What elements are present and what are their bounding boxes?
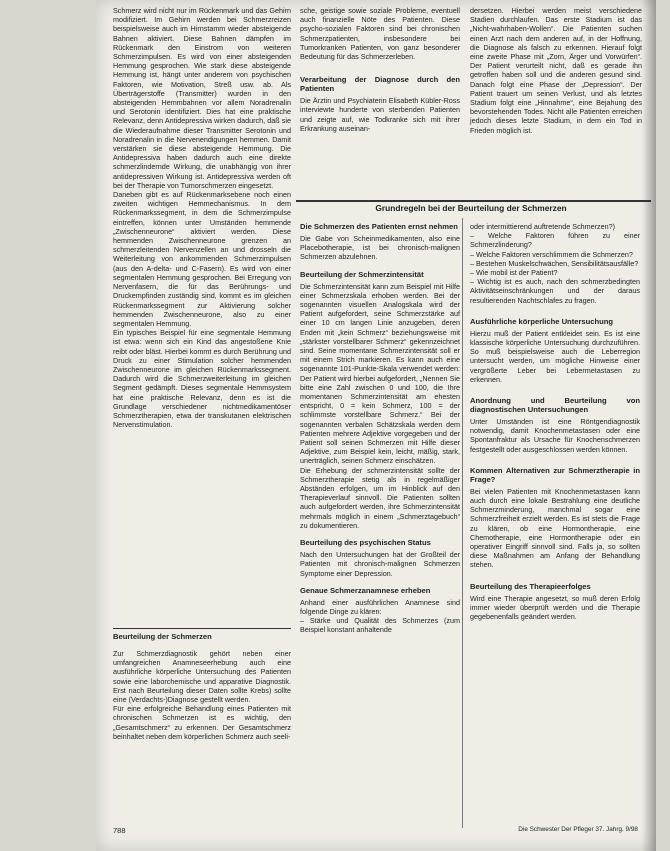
column-1 [113, 6, 291, 429]
box-column-divider [462, 218, 463, 828]
document-page [96, 0, 656, 851]
column-3 [470, 6, 642, 135]
section-divider [113, 628, 291, 629]
box-paragraph-placebo: Die Gabe von Scheinmedikamenten, also eine Placebotherapie, ist bei chronisch-malignen Schmerzen abzulehnen. [300, 234, 460, 262]
col1-lower-paragraph-2: Für eine erfolgreiche Behandlung eines Patienten mit chronischen Schmerzen ist es wichtig, den „Gesamtschmerz“ zu erkennen. Der Gesamtschmerz beinhaltet neben dem körperlichen Schmerz auch seeli- [113, 704, 291, 741]
box-paragraph-anamnese: Anhand einer ausführlichen Anamnese sind folgende Dinge zu klären: [300, 597, 460, 616]
heading-therapieerfolg: Beurteilung des Therapieerfolges [470, 581, 591, 591]
page-fold-shadow [642, 0, 656, 851]
heading-psychischer-status: Beurteilung des psychischen Status [300, 538, 431, 548]
box-title: Grundregeln bei der Beurteilung der Schmerzen [375, 203, 567, 213]
heading-schmerzintensitaet: Beurteilung der Schmerzintensität [300, 269, 424, 279]
list-item: – Wie mobil ist der Patient? [470, 268, 558, 278]
box-paragraph-diagnostik: Unter Umständen ist eine Röntgendiagnostik notwendig, damit Knochenmetastasen oder eine Spontanfraktur als Ursache für Knochenschmerzen festgestellt oder ausgeschlossen werden können. [470, 417, 640, 454]
box-paragraph-depression: Nach den Untersuchungen hat der Großteil der Patienten mit chronisch-malignen Schmerzen Symptome einer Depression. [300, 550, 460, 578]
journal-footer: Die Schwester Der Pfleger 37. Jahrg. 9/98 [518, 826, 638, 833]
heading-ernst-nehmen: Die Schmerzen des Patienten ernst nehmen [300, 222, 458, 231]
col1-lower-paragraph-1: Zur Schmerzdiagnostik gehört neben einer umfangreichen Anamneseerhebung auch eine ausführliche körperliche Untersuchung des Patienten sowie eine laborchemische und apparative Diagnostik. Erst nach Beurteilung dieser Daten sollte Krebs) sollte eine (Verdachts-)Diagnose gestellt werden. [113, 649, 291, 705]
col3-paragraph-1: dersetzen. Hierbei werden meist verschiedene Stadien durchlaufen. Das erste Stadium ist das „Nicht-wahrhaben-Wollen“. Die Patienten suchen einen Arzt nach dem anderen auf, in der Hoffnung, die Diagnose als falsch zu erkennen. Hierauf folgt eine zweite Phase mit „Zorn, Ärger und Vorwürfen“. Der Patient verurteilt nicht, daß es gerade ihn getroffen haben soll und die anderen gesund sind. Danach folgt eine Phase der „Depression“. Der Patient trauert um seinen Verlust, und als letztes Stadium folgt eine „Hinnahme“, eine Bejahung des bevorstehenden Todes. Nicht alle Patienten erreichen jedoch dieses letzte Stadium, in dem ein Tod in Frieden möglich ist. [470, 6, 642, 135]
heading-alternativen: Kommen Alternativen zur Schmerztherapie in Frage? [470, 465, 640, 484]
list-item: – Bestehen Muskelschwächen, Sensibilitätsausfälle? [470, 258, 639, 268]
list-item: oder intermittierend auftretende Schmerzen?) [470, 222, 616, 231]
column-1-lower [113, 632, 291, 741]
list-item: – Welche Faktoren verschlimmern die Schmerzen? [470, 249, 633, 259]
box-paragraph-alternativen: Bei vielen Patienten mit Knochenmetastasen kann auch durch eine lokale Bestrahlung eine deutliche Schmerzminderung, manchmal sogar eine Schmerzfreiheit erzielt werden. Es ist stets die Frage zu klären, ob eine Hormontherapie, eine Chemotherapie, eine Hormontherapie oder ein operativer Eingriff sinnvoll sind. Falls ja, so sollten diese Maßnahmen am Anfang der Behandlung stehen. [470, 486, 640, 570]
box-column-left [300, 218, 460, 635]
box-paragraph-erhebung: Die Erhebung der schmerzintensität sollte der Schmerztherapie stetig als in regelmäßiger Abständen erfolgen, um im Hinblick auf den Therapieverlauf sinnvoll. Die Patienten sollten auch aufgefordert werden, ihre Schmerzintensität mehrmals möglich in einem „Schmerztagebuch“ zu dokumentieren. [300, 465, 460, 530]
col1-paragraph-3: Ein typisches Beispiel für eine segmentale Hemmung ist etwa: wenn sich ein Kind das angestoßene Knie reibt oder bläst. Hierbei kommt es durch Berührung und Druck zu einer Stimulation solcher hemmenden Zwischenneurone im gleichen Rückenmarkssegment. Dadurch wird die Schmerzweiterleitung im gleichen Segment gedämpft. Dieses segmentale Hemmsystem hat eine praktische Relevanz, denn es ist die Grundlage verschiedener nichtmedikamentöser Schmerztherapien, etwa der transkutanen elektrischen Nervenstimulation. [113, 328, 291, 430]
heading-beurteilung: Beurteilung der Schmerzen [113, 632, 212, 641]
col1-paragraph-2: Daneben gibt es auf Rückenmarksebene noch einen zweiten wichtigen Hemmechanismus. In dem Rückenmarkssegment, in dem die Schmerzimpulse eintreffen, können unter Umständen hemmende „Zwischenneurone“ aktiviert werden. Diese hemmenden Zwischenneurone grenzen an schmerzleitenden Nervenzellen an und drosseln die Weiterleitung von ankommenden Schmerzimpulsen (aus den A-delta- und C-Fasern). Es wird von einer segmentalen Hemmung gesprochen. Bei Erregung von Nervenfasern, die für das Berührungs- und Druckempfinden zuständig sind, kommt es im gleichen Rückenmarkssegment zur Aktivierung solcher hemmenden Zwischenneurone, also zu einer segmentalen Hemmung. [113, 190, 291, 328]
heading-verarbeitung: Verarbeitung der Diagnose durch den Patienten [300, 75, 460, 94]
heading-diagnostik: Anordnung und Beurteilung von diagnostischen Untersuchungen [470, 396, 640, 415]
heading-anamnese: Genaue Schmerzanamnese erheben [300, 585, 431, 595]
col2-paragraph-1: sche, geistige sowie soziale Probleme, eventuell auch finanzielle Nöte des Patienten. Diese psycho-sozialen Faktoren sind bei chronischen Schmerzpatienten, insbesondere bei Tumorkranken Patienten, von ganz besonderer Bedeutung für das Schmerzerleben. [300, 6, 460, 62]
box-paragraph-untersuchung: Hierzu muß der Patient entkleidet sein. Es ist eine klassische körperliche Untersuchung durchzuführen. So muß beispielsweise auch die Leberregion untersucht werden, um mögliche Hinweise einer vergrößerte Leber bei Lebermetastasen zu erkennen. [470, 328, 640, 384]
column-2 [300, 6, 460, 133]
list-item: – Welche Faktoren führen zu einer Schmerzlinderung? [470, 231, 640, 250]
anamnese-list-continued [470, 222, 640, 305]
box-paragraph-skala: Die Schmerzintensität kann zum Beispiel mit Hilfe einer Schmerzskala erhoben werden. Bei der sogenannten visuellen Analogskala wird der Patient aufgefordert, seine Schmerzstärke auf einer 10 cm langen Linie anzugeben, deren Enden mit „kein Schmerz“ beziehungsweise mit „stärkster vorstellbarer Schmerz“ gekennzeichnet sind. Seine momentane Schmerzintensität soll er mit einem Strich markieren. Es kann auch eine sogenannte 101-Punkte-Skala verwendet werden: Der Patient wird hierbei aufgefordert, „Nennen Sie bitte eine Zahl zwischen 0 und 100, die Ihre momentanen Schmerzintensität am ehesten entspricht, 0 = kein Schmerz, 100 = der schlimmste vorstellbare Schmerz.“ Bei der sogenannten verbalen Schätzskala werden dem Patienten mehrere Adjektive vorgegeben und der Patient soll seinen Schmerzen mit Hilfe dieser Adjektive, zum Beispiel kein, leicht, mäßig, stark, unerträglich, seinen Schmerz einschätzen. [300, 281, 460, 466]
list-item: – Stärke und Qualität des Schmerzes (zum Beispiel konstant anhaltende [300, 616, 460, 635]
heading-koerperliche-untersuchung: Ausführliche körperliche Untersuchung [470, 316, 614, 326]
page-number: 788 [113, 826, 126, 835]
anamnese-list [300, 616, 460, 634]
col1-paragraph-1: Schmerz wird nicht nur im Rückenmark und das Gehirn modifiziert. Im Gehirn werden bei Schmerzreizen beispielsweise auch im Hirnstamm wieder absteigende Bahnen aktiviert. Diese Bahnen dämpfen im Rückenmark den Einstrom von weiteren Schmerzimpulsen. Es wird von einer absteigenden Hemmung gesprochen. Wie stark diese absteigende Hemmung ist, hängt unter anderem von psychischen Faktoren, wie Motivation, Streß usw. ab. Als Überträgerstoffe (Transmitter) wurden in den absteigenden Hemmbahnen vor allem Noradrenalin und Serotonin identifiziert. Dies hat eine praktische Relevanz, denn Antidepressiva wirken dadurch, daß sie die Wiederaufnahme dieser Transmitter Serotonin und Noradrenalin in die Nervenendigungen hemmen. Damit verstärken sie diese absteigende Hemmung. Die Antidepressiva haben dadurch auch eine direkte schmerzlindernde Wirkung, die unabhängig von ihrer antidepressiven Wirkung ist. Antidepressiva werden oft bei der Therapie von Tumorschmerzen eingesetzt. [113, 6, 291, 190]
box-column-right [470, 218, 640, 621]
box-paragraph-therapieerfolg: Wird eine Therapie angesetzt, so muß deren Erfolg immer wieder überprüft werden und die Therapie gegebenenfalls geändert werden. [470, 593, 640, 622]
col2-paragraph-2: Die Ärztin und Psychiaterin Elisabeth Kübler-Ross interviewte hunderte von sterbenden Patienten und zeigte auf, wie Todkranke sich mit ihrer Erkrankung auseinan- [300, 96, 460, 133]
list-item: – Wichtig ist es auch, nach den schmerzbedingten Aktivitätseinschränkungen und der daraus resultierenden Nachtschlafes zu fragen. [470, 277, 640, 305]
